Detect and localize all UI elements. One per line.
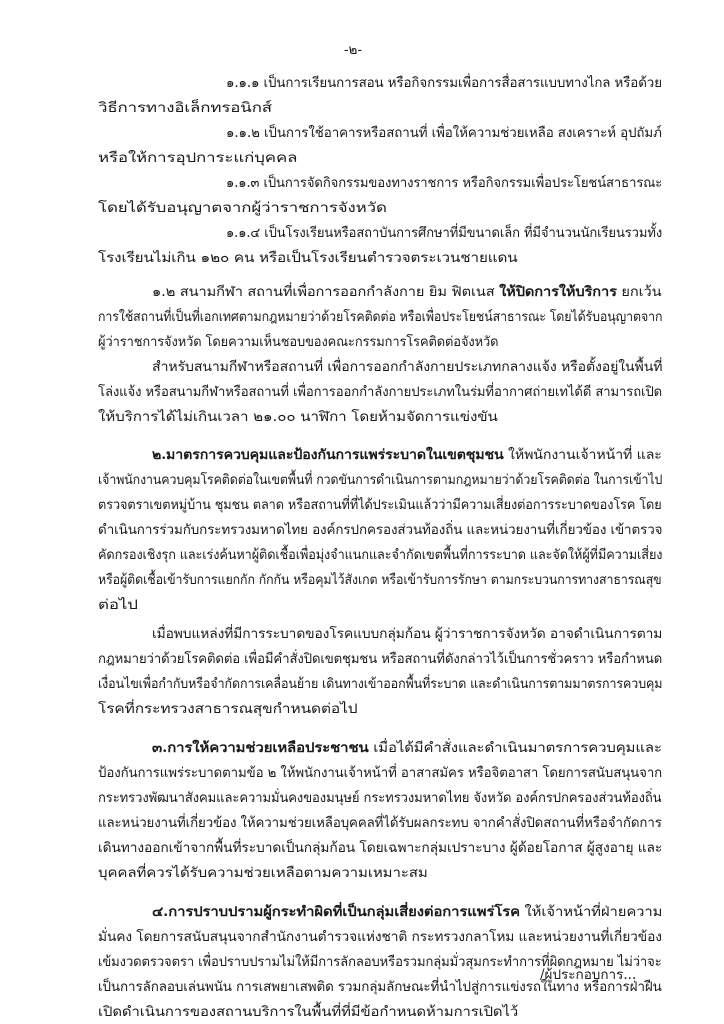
body-text: ให้บริการได้ไม่เกินเวลา ๒๑.๐๐ นาฬิกา โดยห้ามจัดการแข่งขัน [98,409,498,425]
body-text: เดินทางออกเข้าจากพื้นที่ระบาดเป็นกลุ่มก้อน โดยเฉพาะกลุ่มเปราะบาง ผู้ด้อยโอกาส ผู้สูงอายุ และ [98,840,663,856]
paragraph-1-line-1 [226,73,662,93]
paragraph-5-line-2 [98,307,662,327]
paragraph-7-line-1 [152,445,662,465]
body-text: กฎหมายว่าด้วยโรคติดต่อ เพื่อมีคำสั่งปิดเขตชุมชน หรือสถานที่ดังกล่าวไว้เป็นการชั่วคราว หรือกำหนด [98,651,663,667]
body-text: ตรวจตราเขตหมู่บ้าน ชุมชน ตลาด หรือสถานที่ที่ได้ประเมินแล้วว่ามีความเสี่ยงต่อการระบาดของโรค โดย [98,497,662,513]
paragraph-5-line-1 [152,282,662,302]
body-text: โรคที่กระทรวงสาธารณสุขกำหนดต่อไป [98,701,358,717]
body-text: ๑.๑.๓ เป็นการจัดกิจกรรมของทางราชการ หรือกิจกรรมเพื่อประโยชน์สาธารณะ [226,175,663,191]
page-number: -๒- [344,42,363,58]
paragraph-8-line-3 [98,674,662,694]
body-text: ๑.๑.๒ เป็นการใช้อาคารหรือสถานที่ เพื่อให้ความช่วยเหลือ สงเคราะห์ อุปถัมภ์ [226,125,662,141]
body-text: ยกเว้น [616,284,662,300]
body-text: มั่นคง โดยการสนับสนุนจากสำนักงานตำรวจแห่งชาติ กระทรวงกลาโหม และหน่วยงานที่เกี่ยวข้อง [98,929,662,945]
body-text: หรือผู้ติดเชื้อเข้ารับการแยกกัก กักกัน หรือคุมไว้สังเกต หรือเข้ารับการรักษา ตามกระบวนการทางสาธารณสุข [98,572,662,588]
body-text: ผู้ว่าราชการจังหวัด โดยความเห็นชอบของคณะกรรมการโรคติดต่อจังหวัด [98,334,499,350]
body-text: ดำเนินการร่วมกับกระทรวงมหาดไทย องค์กรปกครองส่วนท้องถิ่น และหน่วยงานที่เกี่ยวข้อง เข้าตรวจ [98,522,663,538]
paragraph-7-line-3 [98,495,662,515]
paragraph-2-line-1 [226,123,662,143]
paragraph-6-line-1 [152,357,662,377]
body-text: เมื่อพบแหล่งที่มีการระบาดของโรคแบบกลุ่มก้อน ผู้ว่าราชการจังหวัด อาจดำเนินการตาม [152,626,663,642]
paragraph-7-line-7 [98,595,138,615]
body-text: วิธีการทางอิเล็กทรอนิกส์ [98,100,272,116]
paragraph-8-line-2 [98,649,662,669]
body-text: ให้พนักงานเจ้าหน้าที่ และ [503,447,662,463]
paragraph-4-line-2 [98,248,518,268]
bold-heading-text: ๔.การปราบปรามผู้กระทำผิดที่เป็นกลุ่มเสี่ยงต่อการแพร่โรค [152,904,520,920]
body-text: คัดกรองเชิงรุก และเร่งค้นหาผู้ติดเชื้อเพื่อมุ่งจำแนกและจำกัดเขตพื้นที่การระบาด และจัดให้ผู้ที่มีความเสี่ยง [98,547,663,563]
body-text: สำหรับสนามกีฬาหรือสถานที่ เพื่อการออกกำลังกายประเภทกลางแจ้ง หรือตั้งอยู่ในพื้นที่ [152,359,663,375]
paragraph-3-line-1 [226,173,662,193]
body-text: ๑.๒ สนามกีฬา สถานที่เพื่อการออกกำลังกาย ยิม ฟิตเนส [152,284,500,300]
body-text: ป้องกันการแพร่ระบาดตามข้อ ๒ ให้พนักงานเจ้าหน้าที่ อาสาสมัคร หรือจิตอาสา โดยการสนับสนุนจาก [98,765,663,781]
body-text: ๑.๑.๑ เป็นการเรียนการสอน หรือกิจกรรมเพื่อการสื่อสารแบบทางไกล หรือด้วย [226,75,662,91]
continuation-footer: /ผู้ประกอบการ... [540,967,637,983]
paragraph-10-line-2 [98,927,662,947]
paragraph-8-line-4 [98,699,357,719]
body-text: ๑.๑.๔ เป็นโรงเรียนหรือสถาบันการศึกษาที่มีขนาดเล็ก ที่มีจำนวนนักเรียนรวมทั้ง [226,225,663,241]
body-text: โดยได้รับอนุญาตจากผู้ว่าราชการจังหวัด [98,200,387,216]
paragraph-5-line-3 [98,332,498,352]
paragraph-7-line-5 [98,545,662,565]
body-text: หรือให้การอุปการะแก่บุคคล [98,150,298,166]
paragraph-9-line-3 [98,788,662,808]
bold-heading-text: ให้ปิดการให้บริการ [499,284,617,300]
paragraph-10-line-1 [152,902,662,922]
body-text: เป็นการลักลอบเล่นพนัน การเสพยาเสพติด รวมกลุ่มลักษณะที่นำไปสู่การแข่งรถในทาง หรือการฝ่าฝืน [98,979,662,995]
body-text: เปิดดำเนินการของสถานบริการในพื้นที่ที่มีข้อกำหนดห้ามการเปิดไว้ [98,1004,519,1020]
paragraph-1-line-2 [98,98,272,118]
paragraph-6-line-3 [98,407,498,427]
body-text: ต่อไป [98,597,138,613]
body-text: โล่งแจ้ง หรือสนามกีฬาหรือสถานที่ เพื่อการออกกำลังกายประเภทในร่มที่อากาศถ่ายเทได้ดี สามารถเปิด [98,384,663,400]
body-text: กระทรวงพัฒนาสังคมและความมั่นคงของมนุษย์ กระทรวงมหาดไทย จังหวัด องค์กรปกครองส่วนท้องถิ่น [98,790,662,806]
body-text: เงื่อนไขเพื่อกำกับหรือจำกัดการเคลื่อนย้าย เดินทางเข้าออกพื้นที่ระบาด และดำเนินการตามมาตรการควบคุม [98,676,663,692]
paragraph-9-line-1 [152,738,662,758]
paragraph-2-line-2 [98,148,297,168]
paragraph-9-line-4 [98,813,662,833]
bold-heading-text: ๓.การให้ความช่วยเหลือประชาชน [152,740,369,756]
body-text: โรงเรียนไม่เกิน ๑๒๐ คน หรือเป็นโรงเรียนตำรวจตระเวนชายแดน [98,250,518,266]
body-text: เมื่อได้มีคำสั่งและดำเนินมาตรการควบคุมและ [368,740,662,756]
body-text: และหน่วยงานที่เกี่ยวข้อง ให้ความช่วยเหลือบุคคลที่ได้รับผลกระทบ จากคำสั่งปิดสถานที่หรือจำกัดการ [98,815,662,831]
paragraph-9-line-5 [98,838,662,858]
paragraph-6-line-2 [98,382,662,402]
bold-heading-text: ๒.มาตรการควบคุมและป้องกันการแพร่ระบาดในเขตชุมชน [152,447,504,463]
paragraph-9-line-2 [98,763,662,783]
paragraph-8-line-1 [152,624,662,644]
body-text: เจ้าพนักงานควบคุมโรคติดต่อในเขตพื้นที่ กวดขันการดำเนินการตามกฎหมายว่าด้วยโรคติดต่อ ในการเข้าไป [98,472,663,488]
paragraph-9-line-6 [98,863,428,883]
paragraph-4-line-1 [226,223,662,243]
body-text: ให้เจ้าหน้าที่ฝ่ายความ [519,904,663,920]
body-text: การใช้สถานที่เป็นที่เอกเทศตามกฎหมายว่าด้วยโรคติดต่อ หรือเพื่อประโยชน์สาธารณะ โดยได้รับอนุญาตจาก [98,309,663,325]
paragraph-7-line-2 [98,470,662,490]
paragraph-7-line-6 [98,570,662,590]
body-text: บุคคลที่ควรได้รับความช่วยเหลือตามความเหมาะสม [98,865,428,881]
paragraph-10-line-5 [98,1002,518,1022]
paragraph-7-line-4 [98,520,662,540]
body-text: เข้มงวดตรวจตรา เพื่อปราบปรามไม่ให้มีการลักลอบหรือรวมกลุ่มมั่วสุมกระทำการที่ผิดกฎหมาย ไม่ว่าจะ [98,954,662,970]
paragraph-3-line-2 [98,198,387,218]
